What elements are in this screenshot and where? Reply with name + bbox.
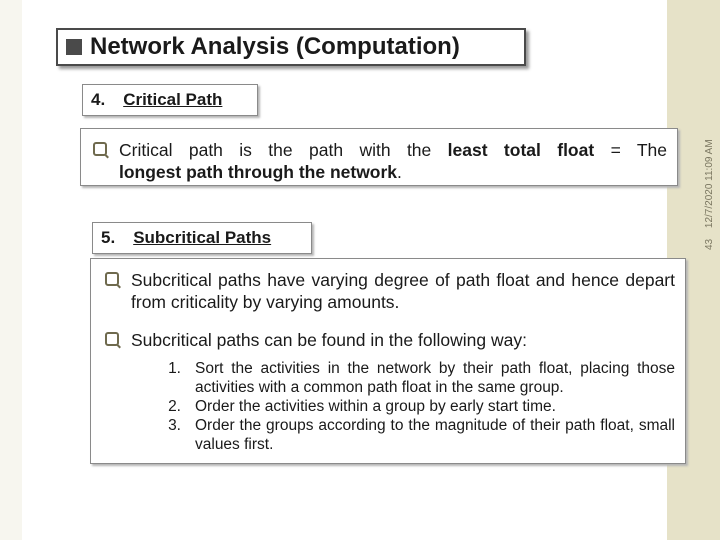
- definition-emphasis: least total float: [447, 140, 595, 160]
- page-number: 43: [704, 238, 715, 250]
- step-number: 1.: [168, 360, 181, 377]
- step-text: Sort the activities in the network by their path float, placing those activities with a common path float in the same group.: [195, 360, 675, 396]
- checkbox-bullet-icon: [93, 142, 107, 156]
- section-label: Subcritical Paths: [133, 228, 272, 247]
- list-item: [91, 139, 667, 183]
- square-marker-icon: [66, 39, 82, 55]
- step-item: [135, 397, 675, 416]
- checkbox-bullet-icon: [105, 332, 119, 346]
- definition-period: .: [397, 162, 402, 182]
- checkbox-bullet-icon: [105, 272, 119, 286]
- list-item: [103, 329, 675, 351]
- bullet-text: Subcritical paths can be found in the following way:: [131, 330, 527, 350]
- step-number: 3.: [168, 417, 181, 434]
- section-number: 4.: [91, 90, 106, 109]
- definition-text-end: = The: [594, 140, 667, 160]
- date-time-stamp: 12/7/2020 11:09 AM: [704, 139, 715, 229]
- section-heading-subcritical-paths: [92, 222, 312, 254]
- section-number: 5.: [101, 228, 116, 247]
- step-text: Order the activities within a group by early start time.: [195, 398, 556, 415]
- critical-path-definition-box: [80, 128, 678, 186]
- step-text: Order the groups according to the magnitude of their path float, small values first.: [195, 417, 675, 453]
- slide-title-box: [56, 28, 526, 66]
- definition-emphasis-2: longest path through the network: [119, 162, 398, 182]
- bullet-text: Subcritical paths have varying degree of path float and hence depart from criticality by varying amounts.: [131, 270, 675, 312]
- section-label: Critical Path: [123, 90, 223, 109]
- definition-text: Critical path is the path with the: [119, 140, 448, 160]
- slide-footer-stamp: [704, 139, 715, 250]
- section-heading-critical-path: [82, 84, 258, 116]
- left-margin-strip: [0, 0, 22, 540]
- step-item: [135, 416, 675, 454]
- list-item: [103, 269, 675, 313]
- step-number: 2.: [168, 398, 181, 415]
- slide-title: Network Analysis (Computation): [90, 33, 460, 60]
- subcritical-paths-box: [90, 258, 686, 464]
- numbered-steps-list: [135, 359, 675, 454]
- step-item: [135, 359, 675, 397]
